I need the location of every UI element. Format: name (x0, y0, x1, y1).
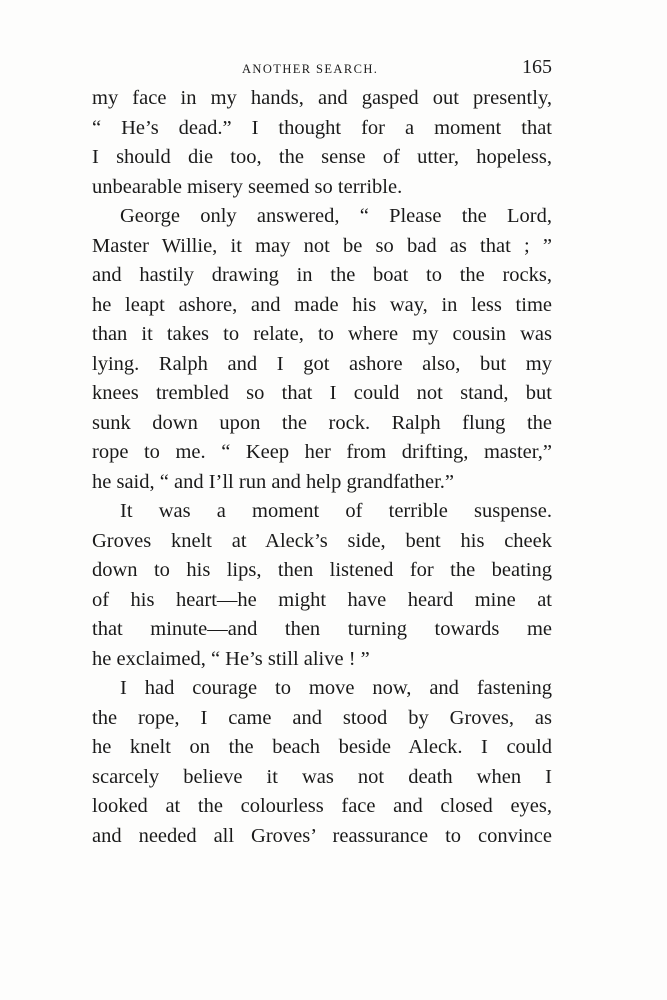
text-line: rope to me. “ Keep her from drifting, master,” (92, 441, 552, 463)
text-line: I had courage to move now, and fastening (120, 677, 552, 699)
text-line: he said, “ and I’ll run and help grandfather.” (92, 470, 455, 493)
text-line: my face in my hands, and gasped out presently, (92, 87, 552, 109)
text-line: It was a moment of terrible suspense. (120, 500, 552, 522)
text-line: of his heart—he might have heard mine at (92, 588, 552, 611)
text-line: he exclaimed, “ He’s still alive ! ” (92, 647, 370, 670)
text-line: sunk down upon the rock. Ralph flung the (92, 411, 552, 434)
text-line: he leapt ashore, and made his way, in less time (92, 293, 552, 316)
body-text (92, 84, 552, 851)
text-line: than it takes to relate, to where my cousin was (92, 323, 552, 345)
text-line: knees trembled so that I could not stand, but (92, 382, 552, 404)
text-line: and needed all Groves’ reassurance to convince (92, 824, 552, 847)
text-line: unbearable misery seemed so terrible. (92, 175, 403, 198)
text-line: down to his lips, then listened for the beating (92, 559, 552, 581)
running-title: ANOTHER SEARCH. (242, 62, 379, 76)
text-line: that minute—and then turning towards me (92, 618, 552, 640)
text-line: scarcely believe it was not death when I (92, 765, 552, 788)
text-line: George only answered, “ Please the Lord, (120, 205, 552, 227)
text-line: Master Willie, it may not be so bad as that ; ” (92, 234, 552, 257)
text-line: looked at the colourless face and closed eyes, (92, 795, 552, 817)
text-line: lying. Ralph and I got ashore also, but my (92, 352, 552, 375)
text-line: the rope, I came and stood by Groves, as (92, 706, 552, 729)
text-line: “ He’s dead.” I thought for a moment that (92, 116, 552, 139)
text-line: I should die too, the sense of utter, hopeless, (92, 146, 552, 168)
page-number: 165 (522, 56, 552, 78)
text-line: Groves knelt at Aleck’s side, bent his cheek (92, 529, 552, 552)
text-line: and hastily drawing in the boat to the rocks, (92, 264, 552, 286)
text-line: he knelt on the beach beside Aleck. I could (92, 736, 552, 758)
